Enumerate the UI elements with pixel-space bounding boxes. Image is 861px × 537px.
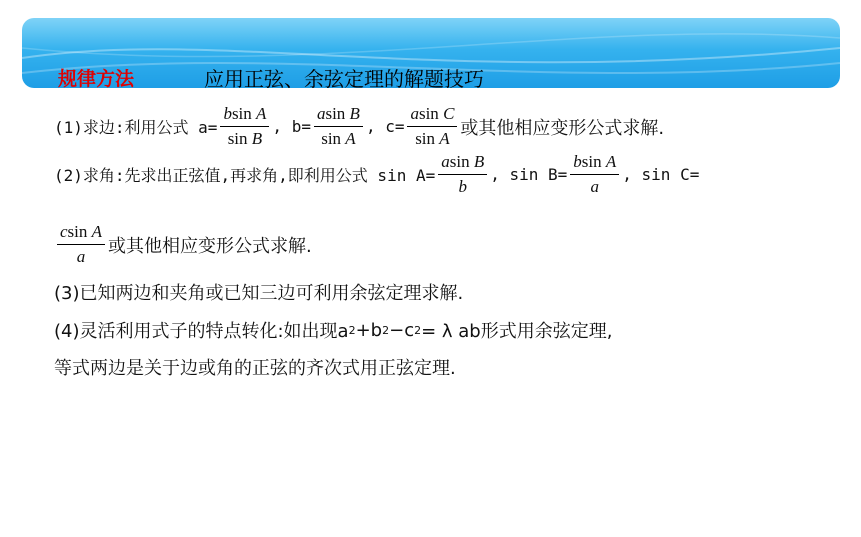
fraction-numerator: bsin A <box>220 104 269 127</box>
line2-separator-sinC: , sin C= <box>622 165 700 184</box>
line2-separator-sinB: , sin B= <box>490 165 568 184</box>
line5-term-b: +b <box>355 319 383 341</box>
fraction-denominator: sin B <box>227 129 263 148</box>
fraction-denominator: sin A <box>415 129 450 148</box>
section-title: 应用正弦、余弦定理的解题技巧 <box>204 66 484 91</box>
rule-find-side <box>54 104 664 149</box>
line3-suffix: 或其他相应变形公式求解. <box>108 235 312 257</box>
fraction-numerator: csin A <box>57 222 105 245</box>
rule-find-angle-continued <box>54 222 312 267</box>
rule-find-angle <box>54 152 699 197</box>
line1-separator-c: , c= <box>365 117 405 136</box>
fraction-c-sinA-over-a <box>57 222 105 267</box>
fraction-denominator: sin A <box>321 129 356 148</box>
fraction-numerator: asin C <box>407 104 457 127</box>
fraction-numerator: asin B <box>314 104 363 127</box>
fraction-numerator: bsin A <box>570 152 619 175</box>
exponent: 2 <box>348 323 356 337</box>
line2-prefix: (2)求角:先求出正弦值,再求角,即利用公式 sin A= <box>54 166 436 185</box>
line5-term-c: −c <box>389 319 415 341</box>
fraction-denominator: a <box>76 247 86 266</box>
method-tag: 规律方法 <box>58 67 135 90</box>
line5-suffix: = λ ab形式用余弦定理, <box>421 321 613 342</box>
fraction-b-sinA-over-a <box>570 152 619 197</box>
section-heading <box>58 62 484 92</box>
fraction-a-sinB-over-sinA <box>314 104 363 149</box>
line1-suffix: 或其他相应变形公式求解. <box>460 117 665 139</box>
fraction-b-sinA-over-sinB <box>220 104 269 149</box>
exponent: 2 <box>414 323 422 337</box>
rule-sine-law-homogeneous: 等式两边是关于边或角的正弦的齐次式用正弦定理. <box>54 358 456 379</box>
rule-transformation <box>54 317 612 343</box>
exponent: 2 <box>382 323 390 337</box>
fraction-denominator: b <box>458 177 467 196</box>
line1-separator-b: , b= <box>272 117 311 136</box>
fraction-a-sinC-over-sinA <box>407 104 457 149</box>
fraction-denominator: a <box>590 177 600 196</box>
line1-prefix: (1)求边:利用公式 a= <box>54 118 218 137</box>
line5-prefix: (4)灵活利用式子的特点转化:如出现a <box>54 321 349 342</box>
fraction-numerator: asin B <box>438 152 487 175</box>
rule-cosine-law: (3)已知两边和夹角或已知三边可利用余弦定理求解. <box>54 283 464 304</box>
fraction-a-sinB-over-b <box>438 152 487 197</box>
